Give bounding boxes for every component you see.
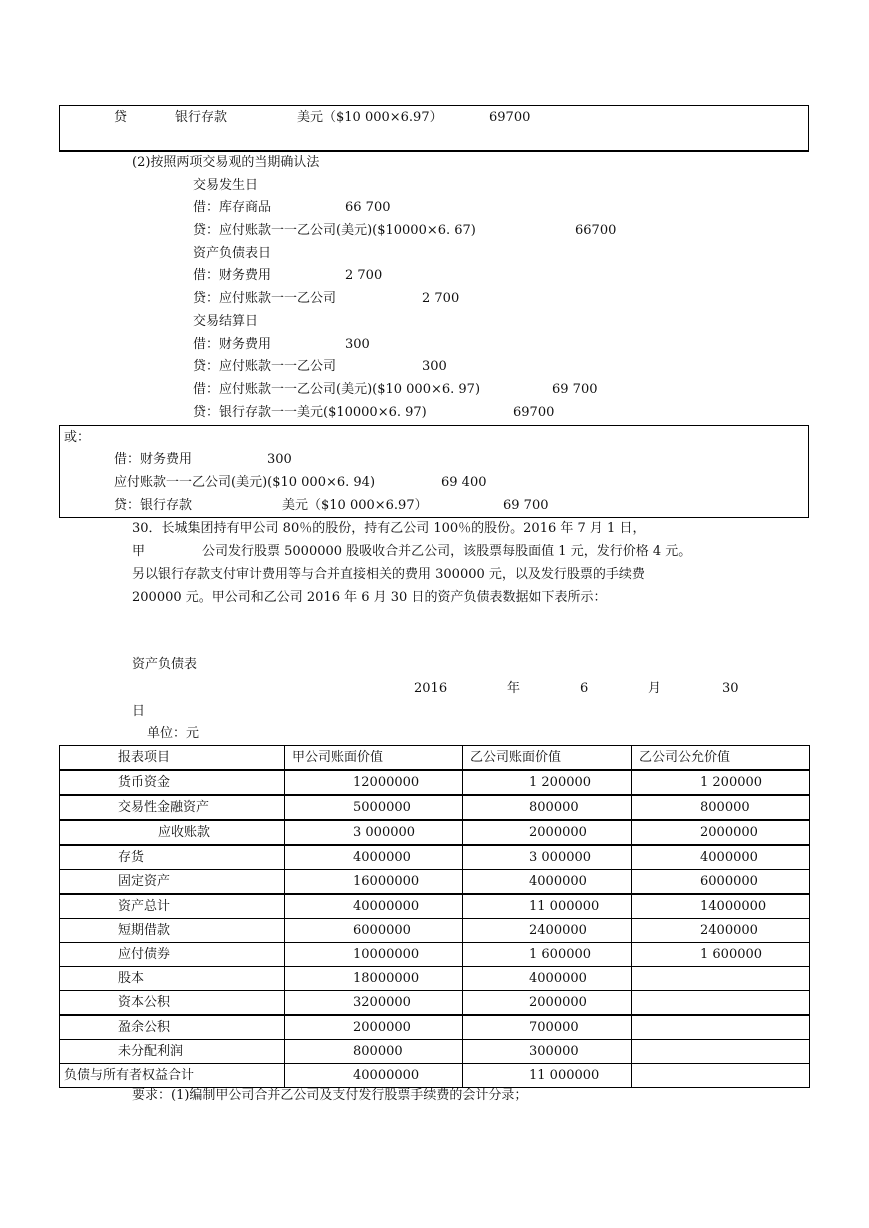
table-cell-value: 2400000 — [463, 919, 632, 943]
table-row — [60, 770, 810, 795]
entry-line: 贷：应付账款一一乙公司 — [193, 359, 337, 374]
table-cell-value: 800000 — [285, 1040, 463, 1064]
or-line1-account: 借：财务费用 — [114, 452, 193, 467]
table-cell-value: 4000000 — [632, 845, 810, 870]
or-line2-account: 应付账款一一乙公司(美元)($10 000×6. 94) — [114, 475, 376, 490]
table-cell-value — [632, 967, 810, 991]
table-cell-item: 资本公积 — [60, 991, 285, 1016]
table-row — [60, 967, 810, 991]
table-row — [60, 919, 810, 943]
table-cell-value: 4000000 — [285, 845, 463, 870]
entry-amount: 300 — [422, 359, 447, 374]
table-header-cell: 报表项目 — [60, 746, 285, 771]
table-cell-item: 盈余公积 — [60, 1015, 285, 1040]
table-cell-value: 1 200000 — [463, 770, 632, 795]
table-cell-value: 3 000000 — [463, 845, 632, 870]
entry-line: 借：应付账款一一乙公司(美元)($10 000×6. 97) — [193, 382, 481, 397]
table-cell-item: 应收账款 — [60, 820, 285, 845]
table-row — [60, 1064, 810, 1088]
table-cell-value: 1 200000 — [632, 770, 810, 795]
method2-heading: (2)按照两项交易观的当期确认法 — [132, 155, 320, 170]
table-cell-value: 2000000 — [632, 820, 810, 845]
table-cell-value: 3200000 — [285, 991, 463, 1016]
table-date-month: 6 — [580, 681, 589, 696]
table-cell-value: 1 600000 — [632, 943, 810, 967]
table-row — [60, 795, 810, 820]
entry-line: 借：财务费用 — [193, 337, 272, 352]
entry-line: 交易结算日 — [193, 314, 259, 329]
table-cell-value: 800000 — [632, 795, 810, 820]
table-cell-value: 16000000 — [285, 870, 463, 895]
table-cell-value: 40000000 — [285, 1064, 463, 1088]
table-cell-value: 700000 — [463, 1015, 632, 1040]
entry-line: 贷：应付账款一一乙公司(美元)($10000×6. 67) — [193, 223, 476, 238]
table-header-cell: 乙公司账面价值 — [463, 746, 632, 771]
question-paragraph-line3: 另以银行存款支付审计费用等与合并直接相关的费用 300000 元，以及发行股票的手续费 — [132, 567, 645, 582]
entry-line: 借：财务费用 — [193, 268, 272, 283]
table-date-month-unit: 月 — [648, 681, 662, 696]
or-line3-sub: 美元（$10 000×6.97） — [282, 498, 428, 513]
table-cell-value: 6000000 — [632, 870, 810, 895]
table-cell-value: 40000000 — [285, 894, 463, 919]
question-paragraph-line1: 30．长城集团持有甲公司 80％的股份，持有乙公司 100％的股份。2016 年 7 月 1 日， — [132, 521, 646, 536]
table-cell-item: 股本 — [60, 967, 285, 991]
table-header-cell: 乙公司公允价值 — [632, 746, 810, 771]
table-cell-value — [632, 1015, 810, 1040]
table-row — [60, 991, 810, 1016]
table-row — [60, 870, 810, 895]
table-row — [60, 894, 810, 919]
table-header-cell: 甲公司账面价值 — [285, 746, 463, 771]
table-date-day: 30 — [722, 681, 739, 696]
table-cell-value: 4000000 — [463, 967, 632, 991]
table-cell-value: 6000000 — [285, 919, 463, 943]
table-title: 资产负债表 — [132, 657, 198, 672]
entry-line: 资产负债表日 — [193, 246, 272, 261]
entry-line: 贷：银行存款一一美元($10000×6. 97) — [193, 405, 427, 420]
table-cell-item: 短期借款 — [60, 919, 285, 943]
table-cell-item: 应付债券 — [60, 943, 285, 967]
entry-line: 贷：应付账款一一乙公司 — [193, 291, 337, 306]
table-cell-value — [632, 1064, 810, 1088]
top-entry-drcr: 贷 — [114, 110, 128, 125]
table-cell-value: 2000000 — [463, 991, 632, 1016]
entry-amount: 69 700 — [552, 382, 598, 397]
table-cell-value: 10000000 — [285, 943, 463, 967]
top-entry-amount: 69700 — [489, 110, 531, 125]
table-cell-value: 5000000 — [285, 795, 463, 820]
table-cell-value: 3 000000 — [285, 820, 463, 845]
top-entry-account: 银行存款 — [175, 110, 228, 125]
table-row — [60, 845, 810, 870]
entry-amount: 69700 — [513, 405, 555, 420]
table-cell-value: 12000000 — [285, 770, 463, 795]
table-unit: 单位：元 — [147, 726, 200, 741]
or-line2-amount: 69 400 — [441, 475, 487, 490]
table-date-year: 2016 — [414, 681, 448, 696]
question-paragraph-line4: 200000 元。甲公司和乙公司 2016 年 6 月 30 日的资产负债表数据如下表所示： — [132, 590, 607, 605]
table-date-year-unit: 年 — [507, 681, 521, 696]
table-cell-item: 货币资金 — [60, 770, 285, 795]
table-cell-value: 1 600000 — [463, 943, 632, 967]
table-row — [60, 1015, 810, 1040]
table-cell-value: 800000 — [463, 795, 632, 820]
entry-amount: 2 700 — [345, 268, 383, 283]
table-cell-value: 2000000 — [463, 820, 632, 845]
table-cell-value: 11 000000 — [463, 1064, 632, 1088]
table-cell-value: 2000000 — [285, 1015, 463, 1040]
table-cell-item: 资产总计 — [60, 894, 285, 919]
table-header-row — [60, 746, 810, 771]
question-paragraph-line2b: 公司发行股票 5000000 股吸收合并乙公司，该股票每股面值 1 元，发行价格 4 元。 — [202, 544, 692, 559]
question-paragraph-line2a: 甲 — [132, 544, 146, 559]
table-cell-value: 2400000 — [632, 919, 810, 943]
table-row — [60, 820, 810, 845]
table-cell-item: 交易性金融资产 — [60, 795, 285, 820]
entry-line: 交易发生日 — [193, 178, 259, 193]
entry-amount: 300 — [345, 337, 370, 352]
table-cell-item: 固定资产 — [60, 870, 285, 895]
table-cell-value — [632, 991, 810, 1016]
table-cell-value: 300000 — [463, 1040, 632, 1064]
table-date-day-unit: 日 — [132, 704, 146, 719]
or-line3-account: 贷：银行存款 — [114, 498, 193, 513]
table-cell-item: 负债与所有者权益合计 — [60, 1064, 285, 1088]
entry-amount: 66 700 — [345, 200, 391, 215]
or-line1-amount: 300 — [267, 452, 292, 467]
balance-sheet-table — [59, 745, 810, 1088]
entry-amount: 2 700 — [422, 291, 460, 306]
table-row — [60, 943, 810, 967]
entry-amount: 66700 — [575, 223, 617, 238]
table-row — [60, 1040, 810, 1064]
table-cell-item: 未分配利润 — [60, 1040, 285, 1064]
or-line3-amount: 69 700 — [503, 498, 549, 513]
table-cell-value: 18000000 — [285, 967, 463, 991]
table-cell-value: 4000000 — [463, 870, 632, 895]
requirement-text: 要求：(1)编制甲公司合并乙公司及支付发行股票手续费的会计分录； — [132, 1088, 528, 1103]
or-label: 或： — [64, 430, 91, 445]
entry-line: 借：库存商品 — [193, 200, 272, 215]
top-entry-sub: 美元（$10 000×6.97） — [297, 110, 443, 125]
table-cell-item: 存货 — [60, 845, 285, 870]
table-cell-value — [632, 1040, 810, 1064]
table-cell-value: 14000000 — [632, 894, 810, 919]
table-cell-value: 11 000000 — [463, 894, 632, 919]
